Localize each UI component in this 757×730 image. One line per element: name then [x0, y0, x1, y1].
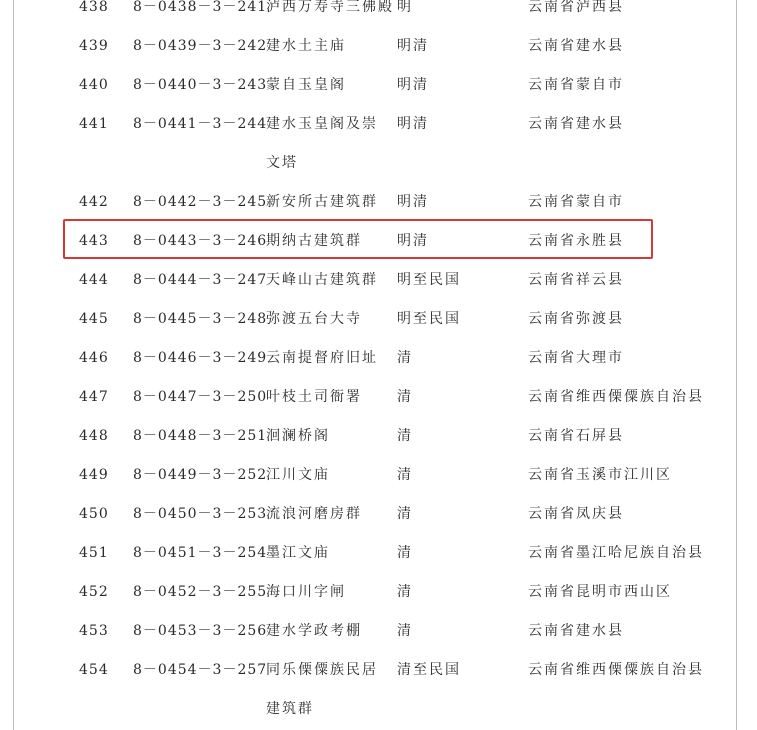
row-location: 云南省昆明市西山区	[528, 584, 672, 600]
table-row	[0, 66, 757, 105]
row-number: 442	[79, 194, 109, 210]
table-row	[0, 651, 757, 690]
table-row	[0, 261, 757, 300]
table-row	[0, 222, 757, 261]
row-number: 444	[79, 272, 109, 288]
row-location: 云南省石屏县	[528, 428, 624, 444]
row-era: 明清	[397, 116, 429, 132]
row-era: 清	[397, 350, 413, 366]
table-row	[0, 573, 757, 612]
row-era: 明至民国	[397, 272, 461, 288]
row-number: 443	[79, 233, 109, 249]
table-row	[0, 612, 757, 651]
row-name: 泸西万寿寺三佛殿	[266, 0, 394, 15]
row-name: 墨江文庙	[266, 545, 330, 561]
table-row	[0, 339, 757, 378]
row-code: 8－0450－3－253	[133, 506, 268, 522]
row-name: 同乐傈僳族民居	[266, 662, 378, 678]
row-era: 明清	[397, 194, 429, 210]
row-number: 446	[79, 350, 109, 366]
table-row	[0, 378, 757, 417]
row-location: 云南省建水县	[528, 38, 624, 54]
row-code: 8－0441－3－244	[133, 116, 268, 132]
row-name: 洄澜桥阁	[266, 428, 330, 444]
row-era: 明清	[397, 38, 429, 54]
row-code: 8－0451－3－254	[133, 545, 268, 561]
row-number: 450	[79, 506, 109, 522]
row-number: 445	[79, 311, 109, 327]
row-number: 454	[79, 662, 109, 678]
row-code: 8－0445－3－248	[133, 311, 268, 327]
row-era: 清	[397, 584, 413, 600]
row-number: 441	[79, 116, 109, 132]
table-row	[0, 183, 757, 222]
row-name: 建水学政考棚	[266, 623, 362, 639]
row-era: 清	[397, 506, 413, 522]
row-code: 8－0453－3－256	[133, 623, 268, 639]
row-location: 云南省玉溪市江川区	[528, 467, 672, 483]
row-name-continuation: 建筑群	[266, 701, 314, 717]
row-name: 建水玉皇阁及崇	[266, 116, 378, 132]
row-era: 清	[397, 545, 413, 561]
row-location: 云南省维西傈僳族自治县	[528, 662, 704, 678]
row-code: 8－0442－3－245	[133, 194, 268, 210]
row-code: 8－0440－3－243	[133, 77, 268, 93]
row-location: 云南省建水县	[528, 623, 624, 639]
row-number: 438	[79, 0, 109, 15]
table-row	[0, 417, 757, 456]
row-name: 建水土主庙	[266, 38, 346, 54]
row-name: 江川文庙	[266, 467, 330, 483]
row-location: 云南省凤庆县	[528, 506, 624, 522]
row-code: 8－0447－3－250	[133, 389, 268, 405]
row-era: 清	[397, 467, 413, 483]
row-number: 449	[79, 467, 109, 483]
row-code: 8－0438－3－241	[133, 0, 268, 15]
row-era: 清至民国	[397, 662, 461, 678]
row-number: 453	[79, 623, 109, 639]
row-code: 8－0452－3－255	[133, 584, 268, 600]
row-code: 8－0439－3－242	[133, 38, 268, 54]
row-code: 8－0449－3－252	[133, 467, 268, 483]
table-row	[0, 534, 757, 573]
table-row	[0, 456, 757, 495]
row-code: 8－0448－3－251	[133, 428, 268, 444]
table-row	[0, 105, 757, 144]
row-era: 明清	[397, 233, 429, 249]
row-code: 8－0454－3－257	[133, 662, 268, 678]
row-location: 云南省蒙自市	[528, 194, 624, 210]
row-location: 云南省墨江哈尼族自治县	[528, 545, 704, 561]
row-name: 期纳古建筑群	[266, 233, 362, 249]
row-era: 清	[397, 428, 413, 444]
table-row	[0, 495, 757, 534]
row-name: 流浪河磨房群	[266, 506, 362, 522]
row-number: 448	[79, 428, 109, 444]
row-name: 叶枝土司衙署	[266, 389, 362, 405]
row-name: 新安所古建筑群	[266, 194, 378, 210]
row-name-continuation: 文塔	[266, 155, 298, 171]
row-number: 440	[79, 77, 109, 93]
row-location: 云南省弥渡县	[528, 311, 624, 327]
row-era: 明清	[397, 77, 429, 93]
row-name: 弥渡五台大寺	[266, 311, 362, 327]
row-code: 8－0444－3－247	[133, 272, 268, 288]
row-number: 439	[79, 38, 109, 54]
row-name: 云南提督府旧址	[266, 350, 378, 366]
row-location: 云南省祥云县	[528, 272, 624, 288]
row-era: 清	[397, 389, 413, 405]
row-code: 8－0443－3－246	[133, 233, 268, 249]
row-name: 蒙自玉皇阁	[266, 77, 346, 93]
row-location: 云南省泸西县	[528, 0, 624, 15]
row-era: 清	[397, 623, 413, 639]
row-location: 云南省永胜县	[528, 233, 624, 249]
row-location: 云南省蒙自市	[528, 77, 624, 93]
row-name: 天峰山古建筑群	[266, 272, 378, 288]
row-number: 452	[79, 584, 109, 600]
row-era: 明至民国	[397, 311, 461, 327]
row-number: 447	[79, 389, 109, 405]
table-row	[0, 0, 757, 27]
row-location: 云南省大理市	[528, 350, 624, 366]
row-era: 明	[397, 0, 413, 15]
row-number: 451	[79, 545, 109, 561]
table-row	[0, 300, 757, 339]
row-location: 云南省维西傈僳族自治县	[528, 389, 704, 405]
row-location: 云南省建水县	[528, 116, 624, 132]
row-code: 8－0446－3－249	[133, 350, 268, 366]
table-row	[0, 27, 757, 66]
row-name: 海口川字闸	[266, 584, 346, 600]
